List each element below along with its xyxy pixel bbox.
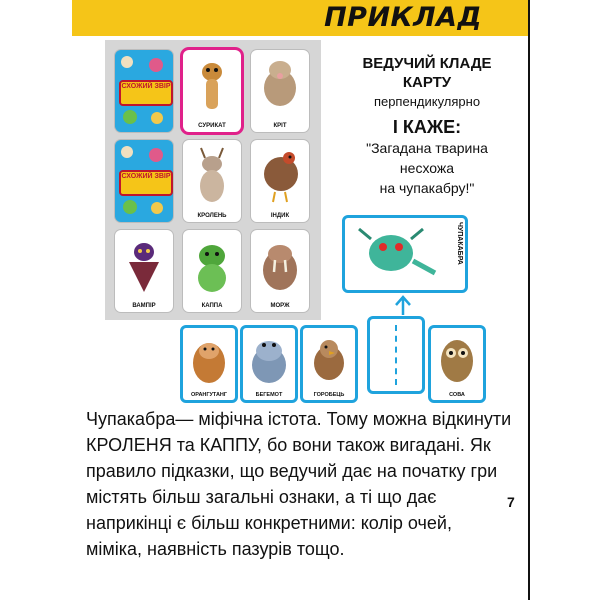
turkey-icon — [255, 144, 305, 208]
body-line-4: містять більш загальні ознаки, а ті що дає — [86, 487, 437, 507]
chupacabra-icon — [351, 221, 447, 285]
vampire-icon — [119, 234, 169, 298]
card-orangutan[interactable] — [180, 325, 238, 403]
card-hippo[interactable] — [240, 325, 298, 403]
card-owl[interactable] — [428, 325, 486, 403]
card-suricate[interactable] — [183, 50, 241, 132]
host-instructions — [327, 54, 527, 198]
card-label: БЕГЕМОТ — [255, 392, 283, 398]
body-line-6: міміка, наявність пазурів тощо. — [86, 539, 345, 559]
dashed-guide — [395, 325, 397, 385]
walrus-icon — [255, 234, 305, 298]
chupacabra-card[interactable] — [342, 215, 468, 293]
card-label: ГОРОБЕЦЬ — [313, 392, 345, 398]
card-label: МОРЖ — [270, 303, 290, 309]
card-kappa[interactable] — [183, 230, 241, 312]
body-line-1: Чупакабра— міфічна істота. Тому можна відкинути — [86, 409, 512, 429]
body-line-2: КРОЛЕНЯ та КАППУ, бо вони також вигадані. Як — [86, 435, 491, 455]
card-label: ІНДИК — [270, 213, 290, 219]
title-bar — [72, 0, 528, 36]
kappa-icon — [187, 234, 237, 298]
arrow-up-icon — [393, 293, 413, 315]
card-label: ОРАНГУТАНГ — [190, 392, 228, 398]
card-label: ЧУПАКАБРА — [456, 222, 463, 265]
card-label: СОВА — [449, 392, 465, 398]
owl-icon — [435, 331, 479, 387]
host-says: І КАЖЕ: — [392, 117, 462, 137]
sparrow-icon — [307, 331, 351, 387]
quote-line-3: на чупакабру!" — [379, 180, 475, 196]
game-logo: СХОЖИЙ ЗВІР — [119, 80, 173, 106]
card-label: КАППА — [201, 303, 223, 309]
hippo-icon — [247, 331, 291, 387]
body-line-3: правило підказки, що ведучий дає на початку гри — [86, 461, 498, 481]
card-label: ВАМПІР — [132, 303, 156, 309]
host-line-2: КАРТУ — [402, 74, 452, 91]
card-label: КРІТ — [273, 123, 287, 129]
game-logo: СХОЖИЙ ЗВІР — [119, 170, 173, 196]
suricate-icon — [187, 54, 237, 118]
quote-line-1: "Загадана тварина — [366, 140, 488, 156]
empty-card-slot[interactable] — [367, 316, 425, 394]
card-mole[interactable] — [251, 50, 309, 132]
card-sparrow[interactable] — [300, 325, 358, 403]
quote-line-2: несхожа — [399, 160, 455, 176]
body-line-5: наприкінці є більш конкретними: колір очей, — [86, 513, 452, 533]
rules-page — [72, 0, 530, 600]
page-number: 7 — [507, 494, 515, 510]
host-line-1: ВЕДУЧИЙ КЛАДЕ — [362, 55, 492, 72]
page-title: ПРИКЛАД — [324, 2, 482, 33]
host-line-3: перпендикулярно — [373, 94, 481, 109]
card-label: КРОЛЕНЬ — [197, 213, 227, 219]
orangutan-icon — [187, 331, 231, 387]
card-grid — [105, 40, 321, 320]
card-turkey[interactable] — [251, 140, 309, 222]
card-jackalope[interactable] — [183, 140, 241, 222]
card-vampire[interactable] — [115, 230, 173, 312]
body-text — [86, 406, 526, 562]
jackalope-icon — [187, 144, 237, 208]
mole-icon — [255, 54, 305, 118]
card-label: СУРИКАТ — [198, 123, 226, 129]
card-back[interactable] — [115, 140, 173, 222]
card-walrus[interactable] — [251, 230, 309, 312]
card-back[interactable] — [115, 50, 173, 132]
